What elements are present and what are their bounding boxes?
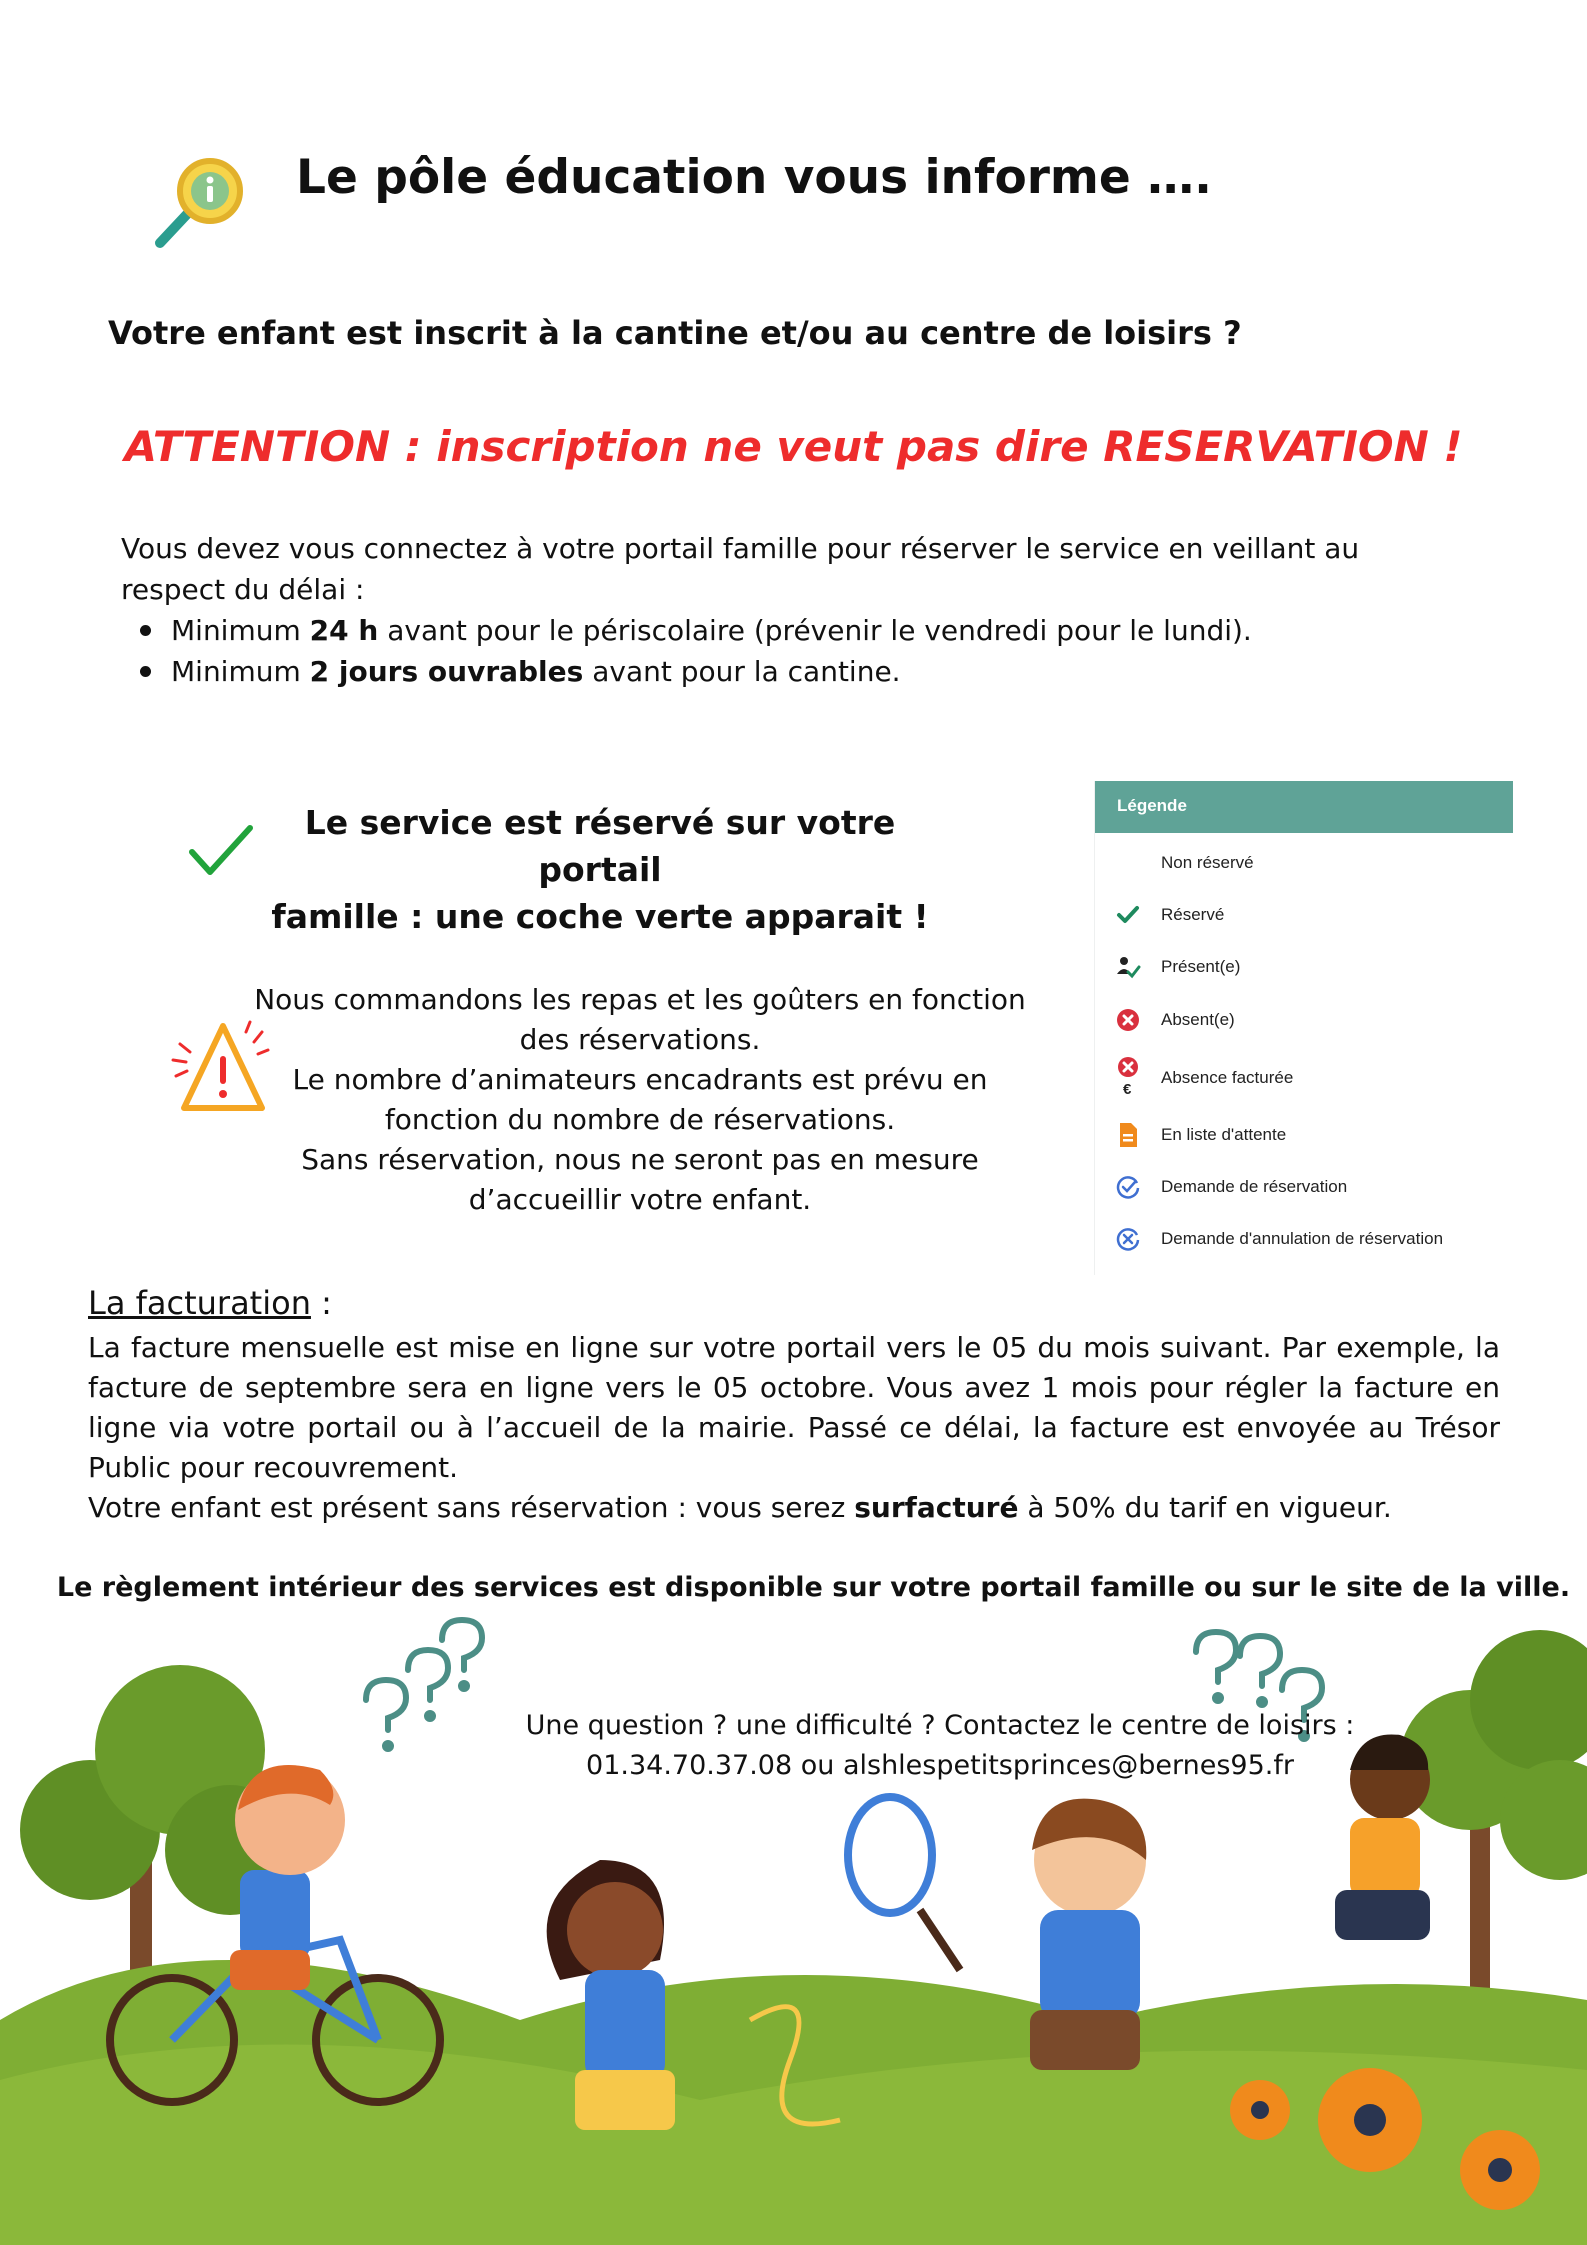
billing-text bbox=[88, 1328, 1500, 1528]
svg-text:€: € bbox=[1123, 1081, 1132, 1096]
intro-text: Vous devez vous connectez à votre portail famille pour réserver le service en veillant au respect du délai : bbox=[121, 532, 1360, 606]
attention-banner: ATTENTION : inscription ne veut pas dire RESERVATION ! bbox=[124, 422, 1463, 471]
intro-block bbox=[121, 528, 1461, 692]
check-icon bbox=[1115, 902, 1141, 928]
billing-title: La facturation : bbox=[88, 1284, 332, 1322]
billing-paragraph: La facture mensuelle est mise en ligne sur votre portail vers le 05 du mois suivant. Par exemple, la facture de septembre sera en ligne vers le 05 octobre. Vous avez 1 mois pour régler la facture en ligne via votre portail ou à l’accueil de la mairie. Passé ce délai, la facture est envoyée au Trésor Public pour recouvrement. bbox=[88, 1331, 1500, 1484]
reserved-notice: Le service est réservé sur votre portail famille : une coche verte apparait ! bbox=[271, 803, 929, 936]
rule-item: Minimum 24 h avant pour le périscolaire (prévenir le vendredi pour le lundi). bbox=[171, 610, 1461, 651]
person-check-icon bbox=[1115, 954, 1141, 980]
question-heading: Votre enfant est inscrit à la cantine et/ou au centre de loisirs ? bbox=[108, 314, 1242, 352]
reglement-note: Le règlement intérieur des services est disponible sur votre portail famille ou sur le site de la ville. bbox=[56, 1572, 1571, 1603]
surcharge-line: Votre enfant est présent sans réservation : vous serez surfacturé à 50% du tarif en vigueur. bbox=[88, 1491, 1392, 1524]
page-title: Le pôle éducation vous informe …. bbox=[296, 150, 1212, 205]
legend-title: Légende bbox=[1095, 781, 1513, 833]
absent-icon bbox=[1115, 1007, 1141, 1033]
legend-panel: Légende Non réservé Réservé Présent(e) Absent(e) € Absence facturée En liste d'attente Demande de réservation Demande d'annulation de réservation bbox=[1094, 781, 1513, 1275]
cancel-request-icon bbox=[1115, 1226, 1141, 1252]
orders-notice: Nous commandons les repas et les goûters en fonction des réservations. Le nombre d’animateurs encadrants est prévu en fonction du nombre de réservations. Sans réservation, nous ne seront pas en mesure d’accueillir votre enfant. bbox=[254, 983, 1026, 1216]
rules-list bbox=[121, 610, 1461, 692]
request-icon bbox=[1115, 1174, 1141, 1200]
document-icon bbox=[1115, 1122, 1141, 1148]
absent-billed-icon bbox=[1115, 1056, 1141, 1096]
park-children-illustration bbox=[0, 1600, 1587, 2245]
info-magnifier-icon bbox=[150, 155, 250, 255]
rule-item: Minimum 2 jours ouvrables avant pour la cantine. bbox=[171, 651, 1461, 692]
contact-info: Une question ? une difficulté ? Contactez le centre de loisirs : 01.34.70.37.08 ou alshlespetitsprinces@bernes95.fr bbox=[525, 1710, 1355, 1781]
